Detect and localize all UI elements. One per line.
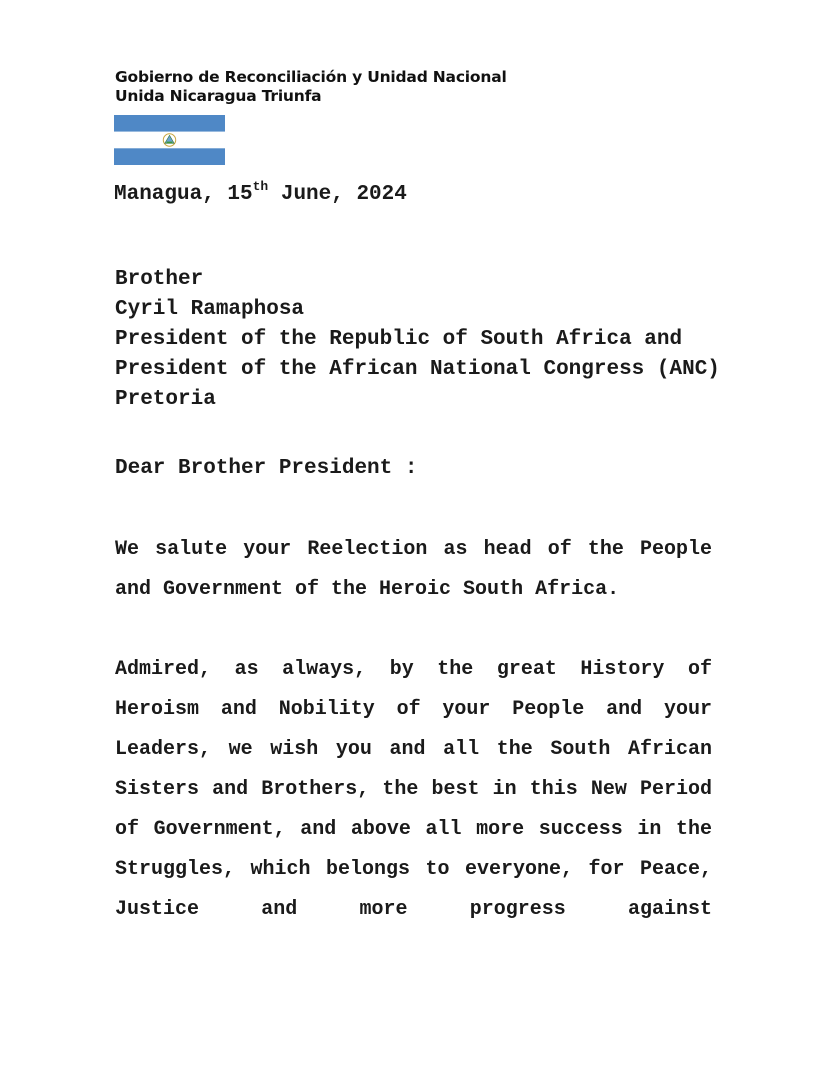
date-rest: June, 2024	[268, 183, 407, 206]
body-paragraph-2: Admired, as always, by the great History of Heroism and Nobility of your People and your Leaders, we wish you and all the South African Sisters and Brothers, the best in this New Period of Government, and above all more success in the Struggles, which belongs to everyone, for Peace, Justice and more progress against	[115, 658, 712, 921]
addressee-name: Cyril Ramaphosa	[115, 298, 305, 321]
nicaragua-flag-icon	[114, 115, 225, 165]
addressee-position-1: President of the Republic of South Africa and	[115, 328, 683, 351]
addressee-position-2: President of the African National Congress (ANC)	[115, 358, 720, 381]
letterhead-slogan: Unida Nicaragua Triunfa	[115, 87, 322, 105]
date-ordinal-suffix: th	[252, 179, 269, 194]
addressee-title: Brother	[115, 268, 204, 291]
addressee-city: Pretoria	[115, 388, 216, 411]
letterhead-government-name: Gobierno de Reconciliación y Unidad Nacional	[115, 68, 507, 86]
letter-date	[114, 179, 407, 208]
body-paragraph-1: We salute your Reelection as head of the People and Government of the Heroic South Africa.	[115, 538, 712, 601]
date-prefix: Managua, 15	[114, 183, 253, 206]
addressee-block	[115, 265, 720, 415]
salutation: Dear Brother President :	[115, 457, 418, 480]
letterhead	[115, 68, 507, 106]
